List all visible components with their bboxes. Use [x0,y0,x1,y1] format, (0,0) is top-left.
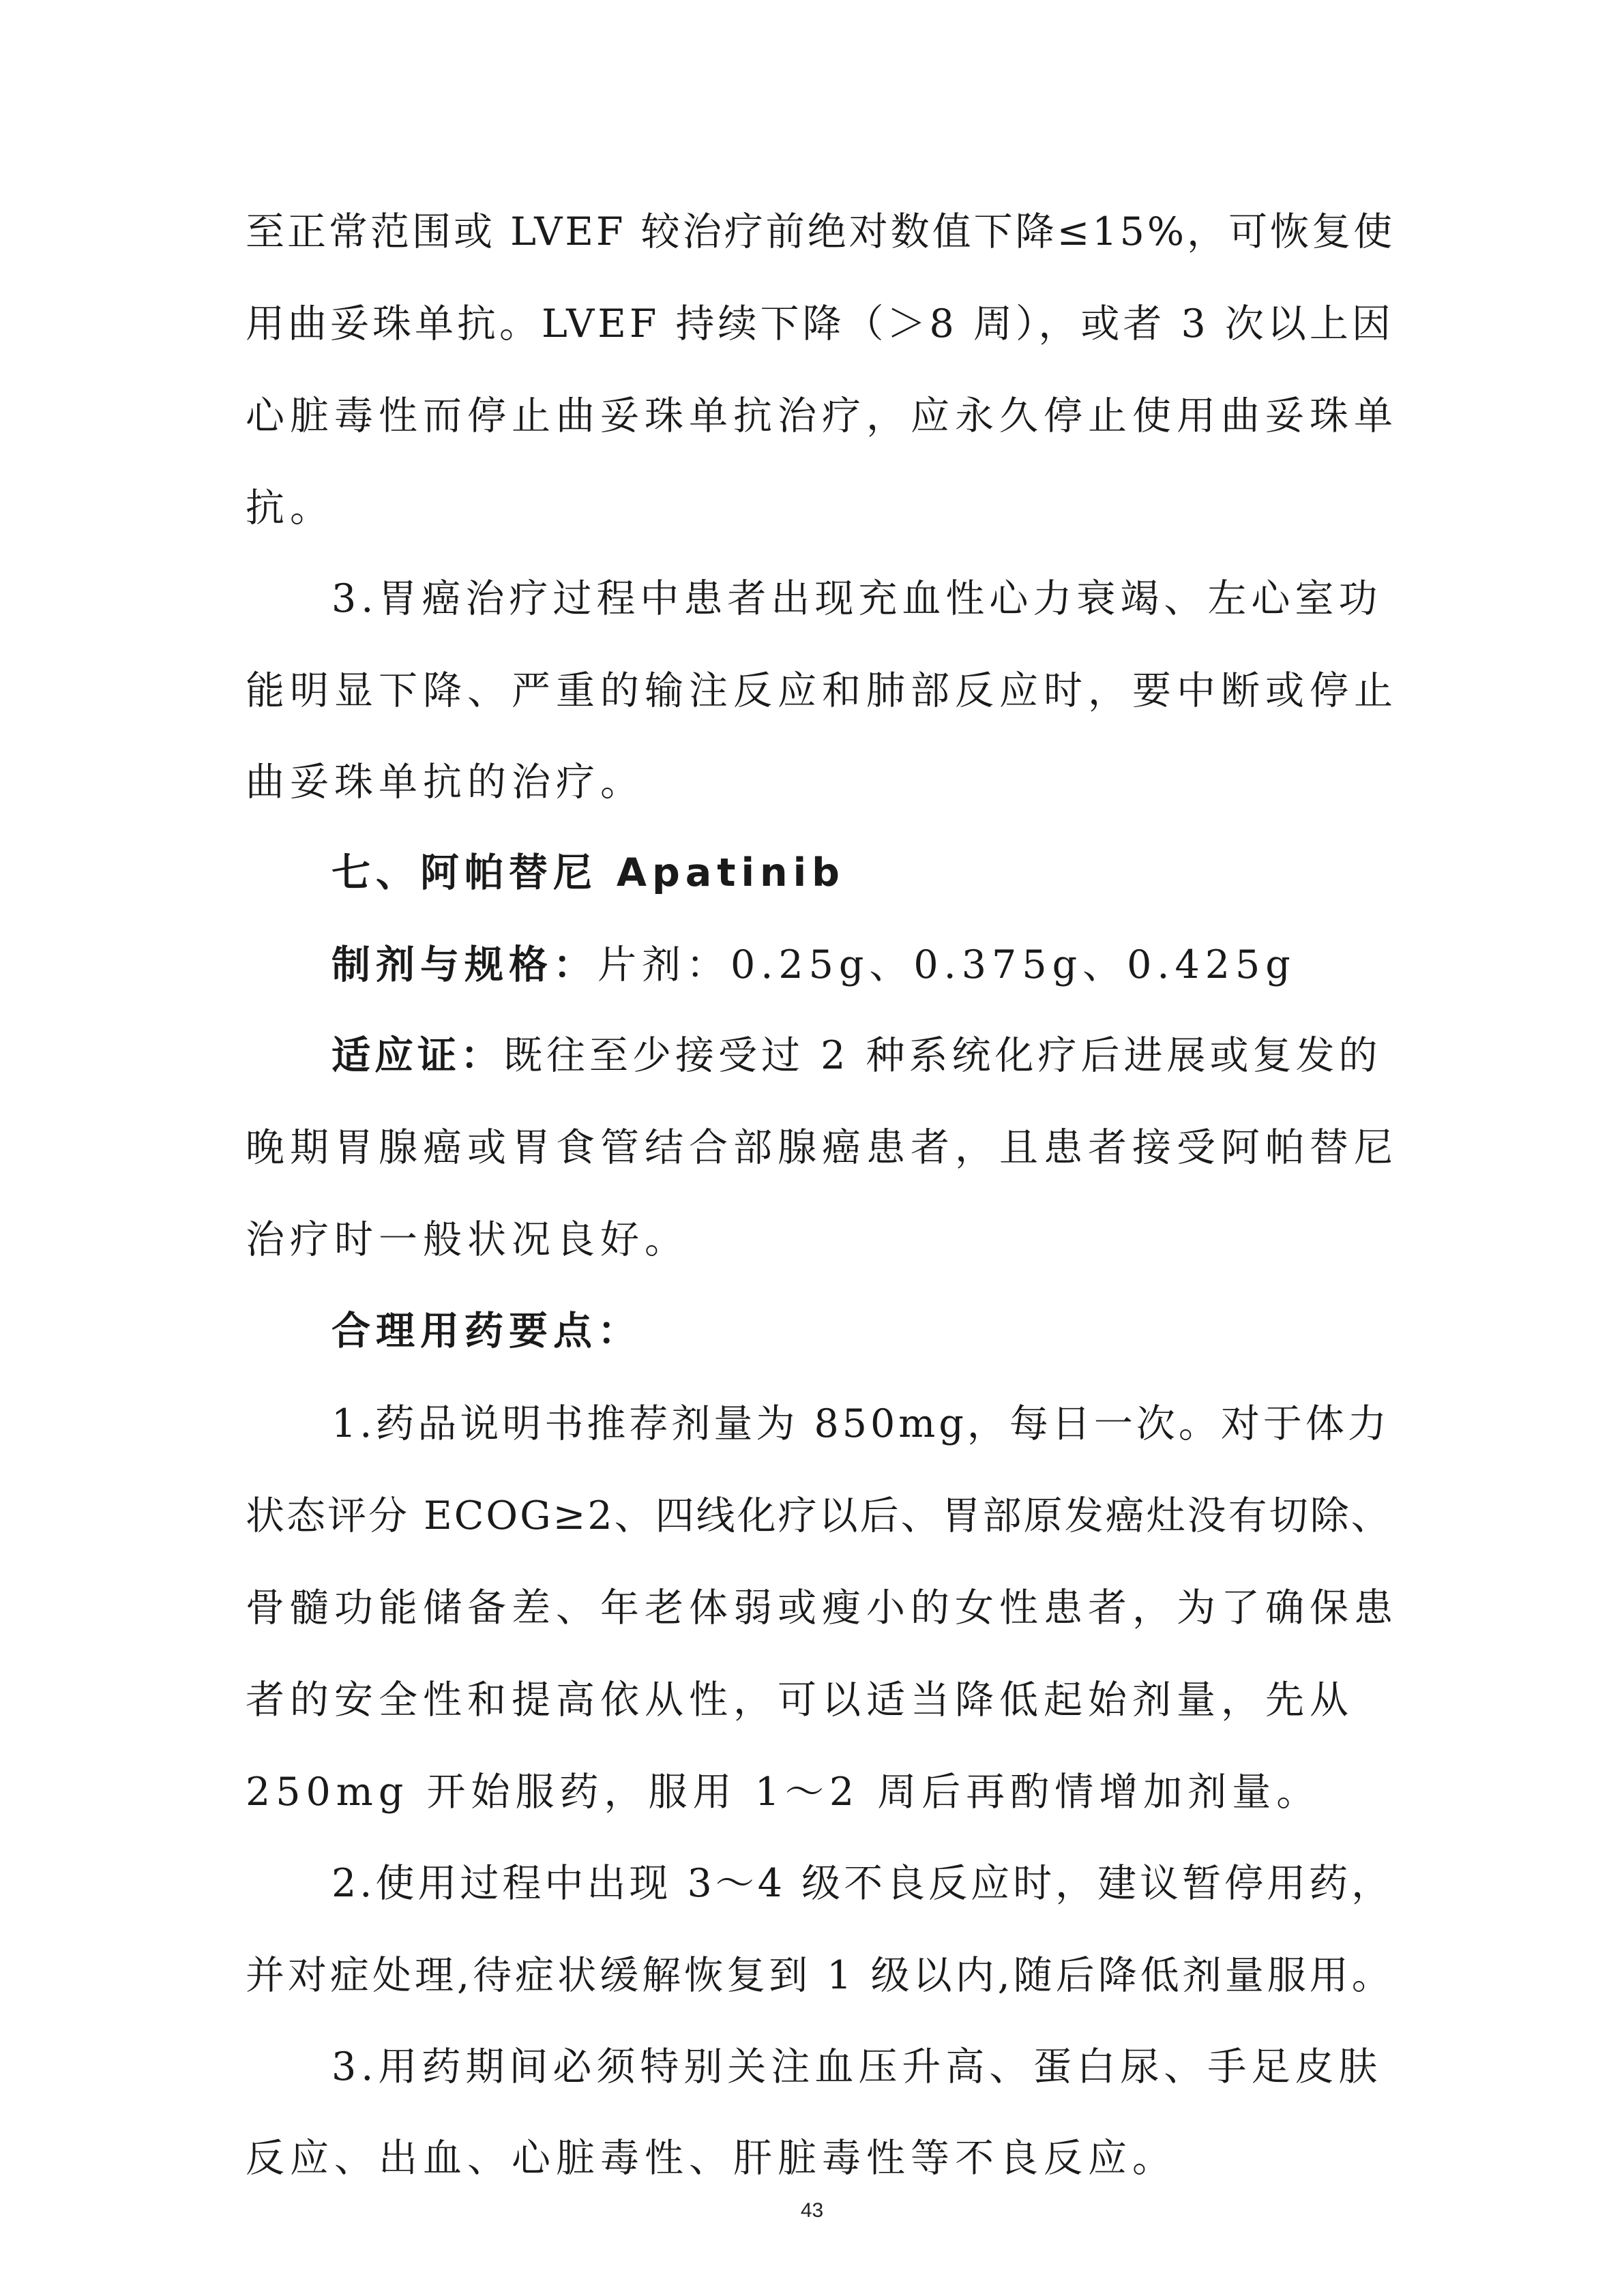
body-text-line: 至正常范围或 LVEF 较治疗前绝对数值下降≤15%，可恢复使 [246,209,1396,254]
body-text-line: 3.胃癌治疗过程中患者出现充血性心力衰竭、左心室功 [331,576,1383,621]
body-text-line: 并对症处理,待症状缓解恢复到 1 级以内,随后降低剂量服用。 [246,1953,1394,1998]
body-text-line: 3.用药期间必须特别关注血压升高、蛋白尿、手足皮肤 [331,2044,1383,2089]
indication-text: 既往至少接受过 2 种系统化疗后进展或复发的 [503,1033,1382,1078]
indication-label: 适应证： [331,1033,503,1078]
body-text-line: 治疗时一般状况良好。 [246,1217,689,1262]
page-number: 43 [800,2199,824,2222]
formulation-paragraph [331,941,1296,989]
section-heading: 七、阿帕替尼 Apatinib [331,850,845,895]
body-text-line: 抗。 [246,486,334,531]
formulation-text: 片剂：0.25g、0.375g、0.425g [597,942,1296,987]
formulation-label: 制剂与规格： [331,942,597,987]
body-text-line: 晚期胃腺癌或胃食管结合部腺癌患者，且患者接受阿帕替尼 [246,1125,1398,1170]
body-text-line: 250mg 开始服药，服用 1～2 周后再酌情增加剂量。 [246,1770,1321,1815]
body-text-line: 1.药品说明书推荐剂量为 850mg，每日一次。对于体力 [331,1401,1390,1446]
body-text-line: 反应、出血、心脏毒性、肝脏毒性等不良反应。 [246,2136,1177,2181]
body-text-line: 状态评分 ECOG≥2、四线化疗以后、胃部原发癌灶没有切除、 [246,1493,1392,1538]
body-text-line: 用曲妥珠单抗。LVEF 持续下降（＞8 周），或者 3 次以上因 [246,301,1394,346]
body-text-line: 2.使用过程中出现 3～4 级不良反应时，建议暂停用药， [331,1861,1394,1906]
body-text-line: 骨髓功能储备差、年老体弱或瘦小的女性患者，为了确保患 [246,1585,1398,1630]
body-text-line: 者的安全性和提高依从性，可以适当降低起始剂量，先从 [246,1678,1354,1723]
key-points-heading: 合理用药要点： [331,1309,642,1354]
body-text-line: 曲妥珠单抗的治疗。 [246,760,645,805]
body-text-line: 心脏毒性而停止曲妥珠单抗治疗，应永久停止使用曲妥珠单 [246,393,1398,438]
body-text-line: 能明显下降、严重的输注反应和肺部反应时，要中断或停止 [246,668,1398,713]
indication-paragraph [331,1032,1382,1079]
